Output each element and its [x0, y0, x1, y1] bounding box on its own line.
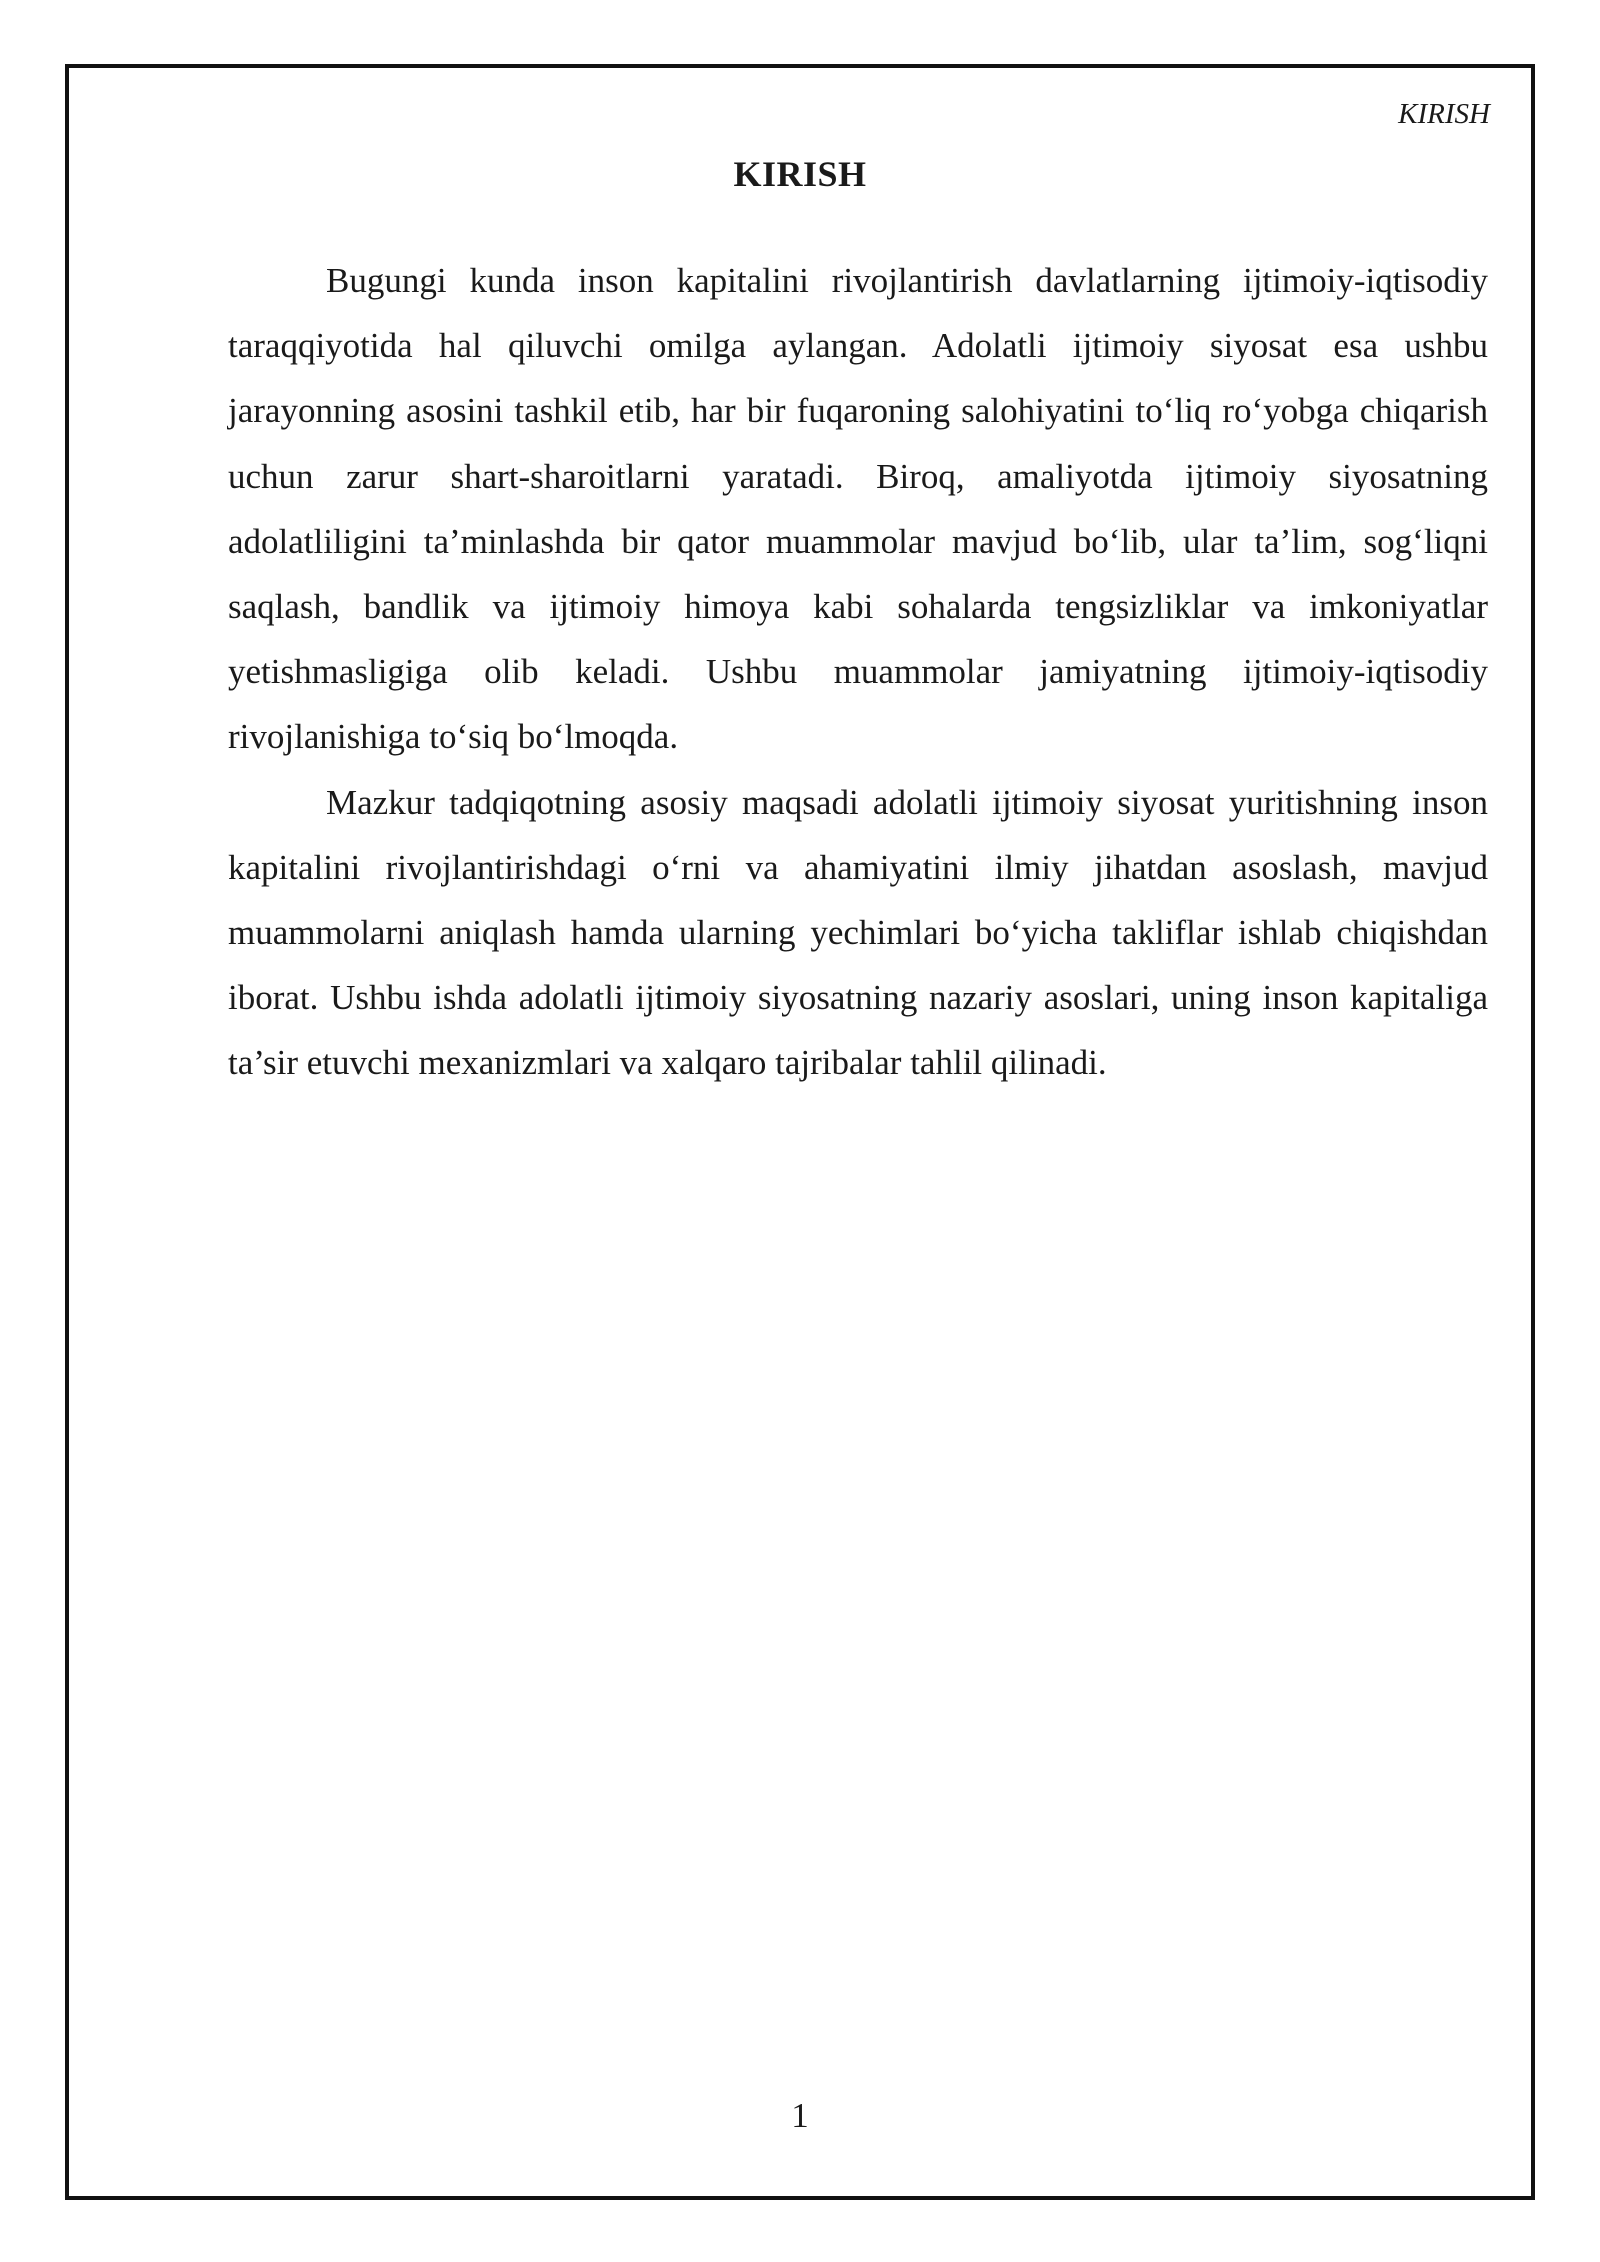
paragraph-1: Bugungi kunda inson kapitalini rivojlantirish davlatlarning ijtimoiy-iqtisodiy taraqqiyotida hal qiluvchi omilga aylangan. Adolatli ijtimoiy siyosat esa ushbu jarayonning asosini tashkil etib, har bir fuqaroning salohiyatini to‘liq ro‘yobga chiqarish uchun zarur shart-sharoitlarni yaratadi. Biroq, amaliyotda ijtimoiy siyosatning adolatliligini ta’minlashda bir qator muammolar mavjud bo‘lib, ular ta’lim, sog‘liqni saqlash, bandlik va ijtimoiy himoya kabi sohalarda tengsizliklar va imkoniyatlar yetishmasligiga olib keladi. Ushbu muammolar jamiyatning ijtimoiy-iqtisodiy rivojlanishiga to‘siq bo‘lmoqda. [228, 261, 1488, 757]
page-number: 1 [791, 2096, 809, 2135]
paragraph-2: Mazkur tadqiqotning asosiy maqsadi adolatli ijtimoiy siyosat yuritishning inson kapitalini rivojlantirishdagi o‘rni va ahamiyatini ilmiy jihatdan asoslash, mavjud muammolarni aniqlash hamda ularning yechimlari bo‘yicha takliflar ishlab chiqishdan iborat. Ushbu ishda adolatli ijtimoiy siyosatning nazariy asoslari, uning inson kapitaliga ta’sir etuvchi mexanizmlari va xalqaro tajribalar tahlil qilinadi. [228, 782, 1488, 1083]
running-header: KIRISH [1398, 98, 1490, 130]
body-text [228, 248, 1488, 1096]
page-title: KIRISH [733, 154, 867, 194]
